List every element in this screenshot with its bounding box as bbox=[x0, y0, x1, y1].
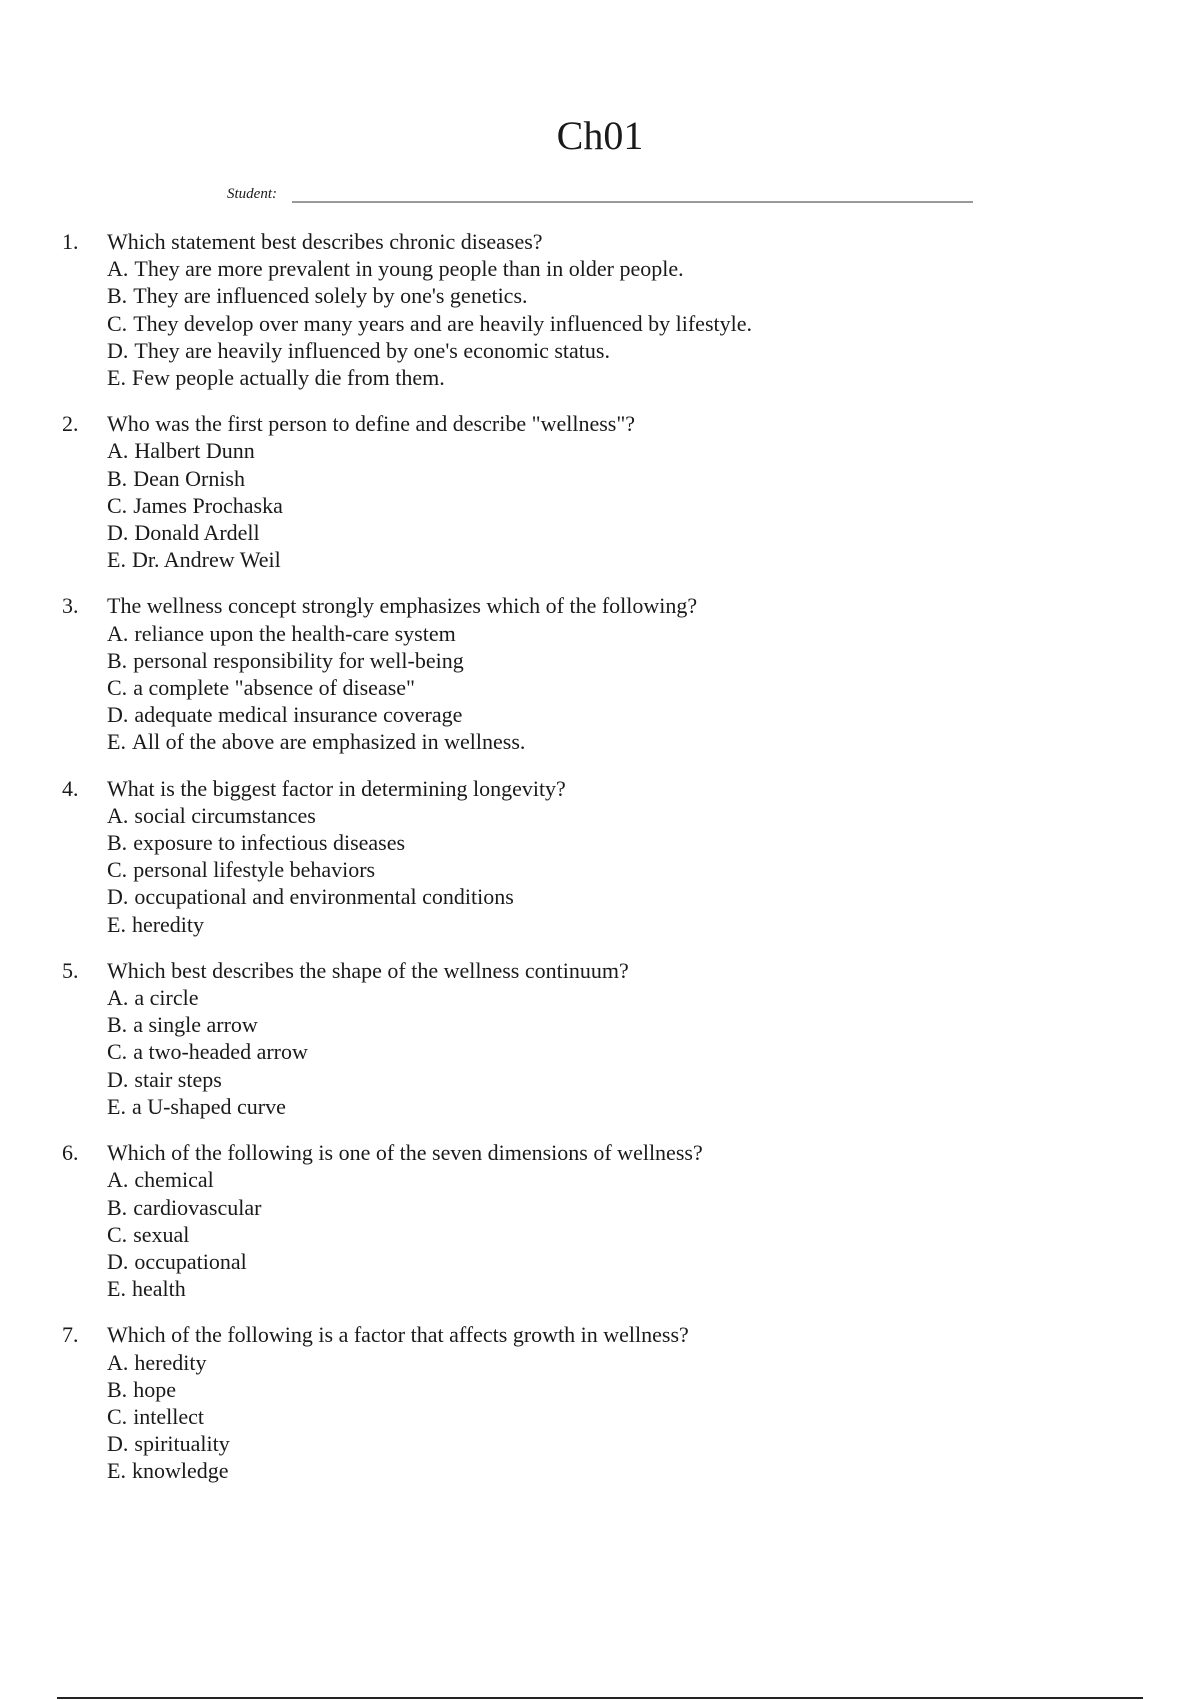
question-number: 1. bbox=[62, 229, 79, 254]
answer-option bbox=[107, 883, 1122, 910]
option-text: Few people actually die from them. bbox=[131, 365, 445, 391]
answer-option bbox=[107, 310, 1122, 337]
question-number: 7. bbox=[62, 1322, 79, 1348]
option-letter: A. bbox=[107, 985, 129, 1011]
option-letter: D. bbox=[107, 337, 129, 363]
answer-option bbox=[107, 674, 1122, 701]
question-text: Which of the following is one of the seven dimensions of wellness? bbox=[107, 1140, 703, 1166]
answer-option bbox=[107, 1011, 1122, 1038]
footer-rule bbox=[57, 1697, 1143, 1699]
option-text: James Prochaska bbox=[133, 492, 283, 518]
option-text: knowledge bbox=[131, 1458, 229, 1484]
answer-option bbox=[107, 282, 1122, 309]
question-item bbox=[62, 228, 1122, 391]
option-letter: E. bbox=[107, 729, 126, 755]
answer-option bbox=[107, 465, 1122, 492]
option-text: a U-shaped curve bbox=[131, 1093, 286, 1119]
option-text: hope bbox=[133, 1376, 176, 1402]
question-item bbox=[62, 1139, 1122, 1302]
answer-option bbox=[107, 1403, 1122, 1430]
question-number: 2. bbox=[62, 411, 79, 437]
page-title: Ch01 bbox=[556, 113, 644, 158]
option-text: They are more prevalent in young people than in older people. bbox=[134, 256, 684, 282]
answer-option bbox=[107, 1275, 1122, 1302]
answer-option bbox=[107, 1457, 1122, 1484]
option-letter: E. bbox=[107, 1458, 126, 1484]
option-letter: B. bbox=[107, 647, 128, 673]
question-text: What is the biggest factor in determining longevity? bbox=[107, 775, 566, 801]
question-text: Who was the first person to define and describe "wellness"? bbox=[107, 411, 636, 437]
option-letter: D. bbox=[107, 1248, 129, 1274]
option-text: spirituality bbox=[134, 1431, 230, 1457]
answer-option bbox=[107, 911, 1122, 938]
option-text: chemical bbox=[134, 1167, 214, 1193]
question-list bbox=[62, 228, 1122, 1504]
question-text: The wellness concept strongly emphasizes which of the following? bbox=[107, 593, 698, 619]
option-letter: C. bbox=[107, 492, 128, 518]
option-letter: C. bbox=[107, 857, 128, 883]
option-letter: A. bbox=[107, 620, 129, 646]
option-text: a circle bbox=[134, 985, 199, 1011]
option-letter: C. bbox=[107, 1039, 128, 1065]
option-text: They are heavily influenced by one's economic status. bbox=[134, 337, 610, 363]
option-letter: B. bbox=[107, 1012, 128, 1038]
question-item bbox=[62, 410, 1122, 573]
answer-options bbox=[107, 437, 1122, 573]
answer-option bbox=[107, 1194, 1122, 1221]
answer-option bbox=[107, 1221, 1122, 1248]
answer-option bbox=[107, 1376, 1122, 1403]
answer-options bbox=[107, 1166, 1122, 1302]
question-number: 5. bbox=[62, 957, 79, 983]
option-letter: D. bbox=[107, 884, 129, 910]
question-item bbox=[62, 957, 1122, 1120]
option-text: They develop over many years and are heavily influenced by lifestyle. bbox=[133, 310, 753, 336]
option-letter: B. bbox=[107, 830, 128, 856]
question-item bbox=[62, 592, 1122, 755]
answer-option bbox=[107, 984, 1122, 1011]
option-text: They are influenced solely by one's genetics. bbox=[133, 283, 528, 309]
answer-options bbox=[107, 802, 1122, 938]
option-text: a two-headed arrow bbox=[133, 1039, 308, 1065]
student-label: Student: bbox=[227, 186, 277, 202]
option-letter: E. bbox=[107, 547, 126, 573]
option-text: cardiovascular bbox=[133, 1194, 262, 1220]
option-text: personal responsibility for well-being bbox=[133, 647, 464, 673]
option-text: Dean Ornish bbox=[133, 465, 245, 491]
option-text: health bbox=[131, 1276, 186, 1302]
option-text: occupational bbox=[134, 1248, 247, 1274]
answer-option bbox=[107, 546, 1122, 573]
option-letter: B. bbox=[107, 1194, 128, 1220]
question-number: 4. bbox=[62, 775, 79, 801]
option-letter: B. bbox=[107, 1376, 128, 1402]
question-item bbox=[62, 775, 1122, 938]
question-number: 3. bbox=[62, 593, 79, 619]
question-text: Which best describes the shape of the wellness continuum? bbox=[107, 957, 629, 983]
answer-option bbox=[107, 829, 1122, 856]
answer-option bbox=[107, 856, 1122, 883]
answer-options bbox=[107, 1349, 1122, 1485]
option-letter: A. bbox=[107, 802, 129, 828]
option-letter: C. bbox=[107, 675, 128, 701]
option-text: Donald Ardell bbox=[134, 520, 260, 546]
option-text: occupational and environmental conditions bbox=[134, 884, 514, 910]
option-letter: D. bbox=[107, 520, 129, 546]
answer-options bbox=[107, 620, 1122, 756]
option-text: heredity bbox=[131, 911, 205, 937]
option-letter: C. bbox=[107, 310, 128, 336]
option-text: stair steps bbox=[134, 1066, 222, 1092]
option-text: heredity bbox=[134, 1349, 207, 1375]
question-text: Which statement best describes chronic diseases? bbox=[107, 229, 543, 254]
answer-option bbox=[107, 1066, 1122, 1093]
question-text: Which of the following is a factor that affects growth in wellness? bbox=[107, 1322, 689, 1348]
answer-option bbox=[107, 701, 1122, 728]
option-text: Dr. Andrew Weil bbox=[131, 547, 281, 573]
student-name-blank bbox=[292, 201, 973, 203]
option-letter: D. bbox=[107, 702, 129, 728]
answer-option bbox=[107, 337, 1122, 364]
option-letter: E. bbox=[107, 1276, 126, 1302]
option-letter: B. bbox=[107, 465, 128, 491]
answer-option bbox=[107, 802, 1122, 829]
option-letter: B. bbox=[107, 283, 128, 309]
answer-option bbox=[107, 1166, 1122, 1193]
answer-option bbox=[107, 437, 1122, 464]
answer-option bbox=[107, 364, 1122, 391]
student-name-row bbox=[227, 184, 973, 206]
answer-options bbox=[107, 984, 1122, 1120]
question-number: 6. bbox=[62, 1140, 79, 1166]
answer-option bbox=[107, 519, 1122, 546]
answer-option bbox=[107, 1248, 1122, 1275]
answer-option bbox=[107, 1430, 1122, 1457]
option-letter: A. bbox=[107, 438, 129, 464]
option-letter: D. bbox=[107, 1431, 129, 1457]
option-letter: A. bbox=[107, 1167, 129, 1193]
option-letter: E. bbox=[107, 365, 126, 391]
option-letter: A. bbox=[107, 1349, 129, 1375]
answer-option bbox=[107, 1093, 1122, 1120]
option-letter: A. bbox=[107, 256, 129, 282]
option-text: personal lifestyle behaviors bbox=[133, 857, 376, 883]
option-text: reliance upon the health-care system bbox=[134, 620, 456, 646]
option-text: social circumstances bbox=[134, 802, 316, 828]
option-letter: E. bbox=[107, 1093, 126, 1119]
option-text: Halbert Dunn bbox=[134, 438, 255, 464]
answer-option bbox=[107, 620, 1122, 647]
option-text: sexual bbox=[133, 1221, 190, 1247]
option-letter: C. bbox=[107, 1221, 128, 1247]
answer-option bbox=[107, 1038, 1122, 1065]
question-item bbox=[62, 1321, 1122, 1484]
answer-option bbox=[107, 728, 1122, 755]
option-letter: E. bbox=[107, 911, 126, 937]
answer-option bbox=[107, 647, 1122, 674]
option-text: exposure to infectious diseases bbox=[133, 830, 406, 856]
option-text: a single arrow bbox=[133, 1012, 258, 1038]
option-text: All of the above are emphasized in wellness. bbox=[131, 729, 526, 755]
answer-options bbox=[107, 255, 1122, 391]
option-text: intellect bbox=[133, 1403, 205, 1429]
option-text: a complete "absence of disease" bbox=[133, 675, 416, 701]
answer-option bbox=[107, 1349, 1122, 1376]
answer-option bbox=[107, 492, 1122, 519]
option-text: adequate medical insurance coverage bbox=[134, 702, 463, 728]
answer-option bbox=[107, 255, 1122, 282]
option-letter: C. bbox=[107, 1403, 128, 1429]
option-letter: D. bbox=[107, 1066, 129, 1092]
